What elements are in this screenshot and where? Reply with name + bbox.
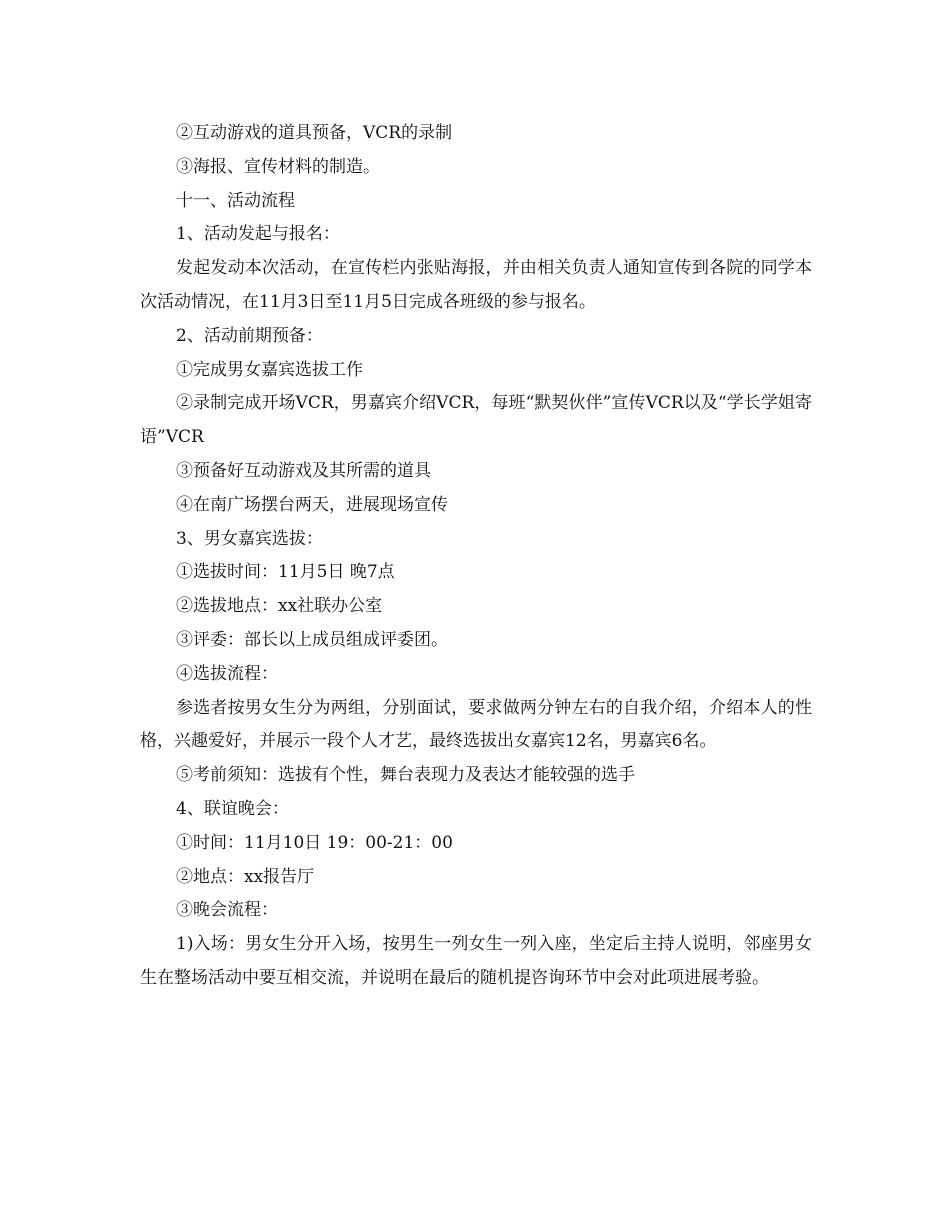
paragraph-party-time: ①时间：11月10日 19：00-21：00 bbox=[176, 832, 453, 853]
paragraph-props-vcr: ②互动游戏的道具预备，VCR的录制 bbox=[176, 123, 453, 143]
paragraph-notes: ⑤考前须知：选拔有个性，舞台表现力及表达才能较强的选手 bbox=[176, 765, 635, 786]
paragraph-party-flow: ③晚会流程： bbox=[176, 900, 278, 921]
paragraph-guest-selection-work: ①完成男女嘉宾选拔工作 bbox=[176, 359, 363, 380]
section-heading-activity-flow: 十一、活动流程 bbox=[176, 190, 295, 211]
paragraph-party-location: ②地点：xx报告厅 bbox=[176, 866, 315, 887]
paragraph-posters: ③海报、宣传材料的制造。 bbox=[176, 156, 380, 177]
paragraph-selection-location: ②选拔地点：xx社联办公室 bbox=[176, 596, 383, 617]
subheading-party: 4、联谊晚会： bbox=[176, 798, 289, 819]
paragraph-selection-time: ①选拔时间：11月5日 晚7点 bbox=[176, 562, 395, 583]
paragraph-prepare-games: ③预备好互动游戏及其所需的道具 bbox=[176, 460, 431, 481]
subheading-guest-selection: 3、男女嘉宾选拔： bbox=[176, 528, 323, 549]
subheading-launch-registration: 1、活动发起与报名： bbox=[176, 224, 340, 245]
paragraph-selection-details: 参选者按男女生分为两组，分别面试，要求做两分钟左右的自我介绍，介绍本人的性格，兴趣爱好，并展示一段个人才艺，最终选拔出女嘉宾12名，男嘉宾6名。 bbox=[140, 697, 812, 752]
paragraph-launch-details: 发起发动本次活动，在宣传栏内张贴海报，并由相关负责人通知宣传到各院的同学本次活动情况，在11月3日至11月5日完成各班级的参与报名。 bbox=[140, 258, 812, 312]
document-body bbox=[140, 117, 812, 996]
paragraph-entrance: 1)入场：男女生分开入场，按男生一列女生一列入座，坐定后主持人说明，邻座男女生在整场活动中要互相交流，并说明在最后的随机提咨询环节中会对此项进展考验。 bbox=[140, 934, 812, 988]
paragraph-selection-process: ④选拔流程： bbox=[176, 663, 278, 684]
paragraph-record-vcr: ②录制完成开场VCR，男嘉宾介绍VCR，每班“默契伙伴”宣传VCR以及“学长学姐寄语”VCR bbox=[140, 393, 812, 448]
paragraph-judges: ③评委：部长以上成员组成评委团。 bbox=[176, 629, 448, 650]
paragraph-on-site-promotion: ④在南广场摆台两天，进展现场宣传 bbox=[176, 494, 448, 515]
subheading-preparation: 2、活动前期预备： bbox=[176, 325, 323, 346]
